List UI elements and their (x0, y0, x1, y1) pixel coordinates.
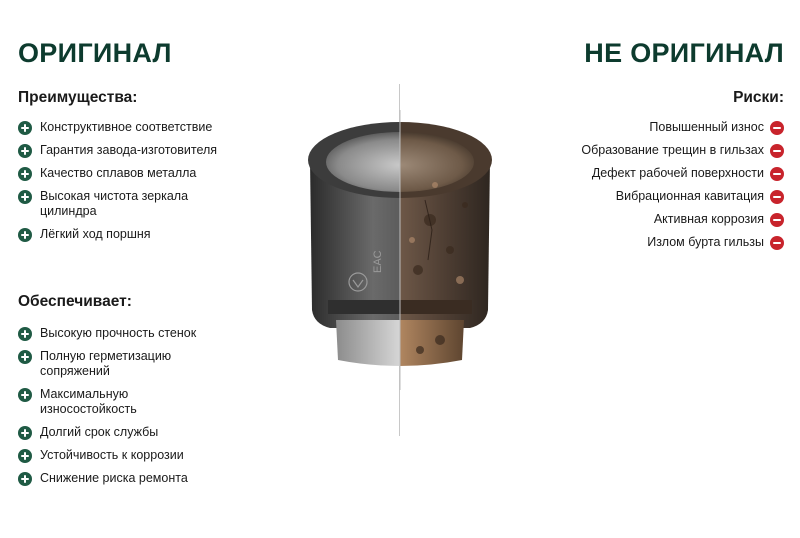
risk-label: Излом бурта гильзы (647, 235, 764, 249)
plus-icon (18, 388, 32, 402)
advantages-heading: Преимущества: (18, 89, 138, 106)
provides-heading: Обеспечивает: (18, 293, 132, 310)
provides-label: Максимальную износостойкость (40, 387, 137, 416)
list-item (524, 189, 784, 204)
plus-icon (18, 449, 32, 463)
provides-label: Полную герметизацию сопряжений (40, 349, 172, 378)
plus-icon (18, 121, 32, 135)
plus-icon (18, 472, 32, 486)
advantage-label: Высокая чистота зеркала цилиндра (40, 189, 189, 218)
provides-label: Высокую прочность стенок (40, 326, 197, 340)
risk-label: Повышенный износ (649, 120, 764, 134)
list-item (18, 425, 258, 440)
list-item (18, 166, 258, 181)
risk-label: Активная коррозия (653, 212, 764, 226)
list-item (524, 235, 784, 250)
plus-icon (18, 327, 32, 341)
list-item (18, 448, 258, 463)
list-item (524, 120, 784, 135)
minus-icon (770, 236, 784, 250)
plus-icon (18, 190, 32, 204)
non-original-title: НЕ ОРИГИНАЛ (584, 38, 784, 68)
list-item (524, 212, 784, 227)
provides-list (18, 326, 258, 486)
advantage-label: Качество сплавов металла (40, 166, 197, 180)
list-item (18, 349, 258, 379)
risks-heading: Риски: (733, 89, 784, 106)
provides-label: Устойчивость к коррозии (40, 448, 184, 462)
risk-label: Вибрационная кавитация (615, 189, 764, 203)
advantage-label: Гарантия завода-изготовителя (40, 143, 218, 157)
plus-icon (18, 350, 32, 364)
list-item (18, 387, 258, 417)
risk-label: Дефект рабочей поверхности (591, 166, 764, 180)
list-item (524, 166, 784, 181)
list-item (18, 326, 258, 341)
advantages-list (18, 120, 258, 242)
risk-label: Образование трещин в гильзах (581, 143, 764, 157)
cylinder-liner-image (300, 110, 500, 390)
plus-icon (18, 228, 32, 242)
minus-icon (770, 144, 784, 158)
plus-icon (18, 167, 32, 181)
list-item (18, 227, 258, 242)
advantage-label: Лёгкий ход поршня (40, 227, 151, 241)
minus-icon (770, 213, 784, 227)
list-item (18, 471, 258, 486)
list-item (18, 143, 258, 158)
minus-icon (770, 190, 784, 204)
provides-label: Долгий срок службы (40, 425, 159, 439)
eac-mark: EAC (372, 250, 384, 273)
plus-icon (18, 144, 32, 158)
cylinder-liner-illustration (300, 110, 500, 390)
plus-icon (18, 426, 32, 440)
minus-icon (770, 167, 784, 181)
list-item (18, 189, 218, 219)
list-item (524, 143, 784, 158)
original-title: ОРИГИНАЛ (18, 38, 172, 68)
minus-icon (770, 121, 784, 135)
list-item (18, 120, 258, 135)
advantage-label: Конструктивное соответствие (40, 120, 213, 134)
provides-label: Снижение риска ремонта (40, 471, 188, 485)
risks-list (524, 120, 784, 250)
